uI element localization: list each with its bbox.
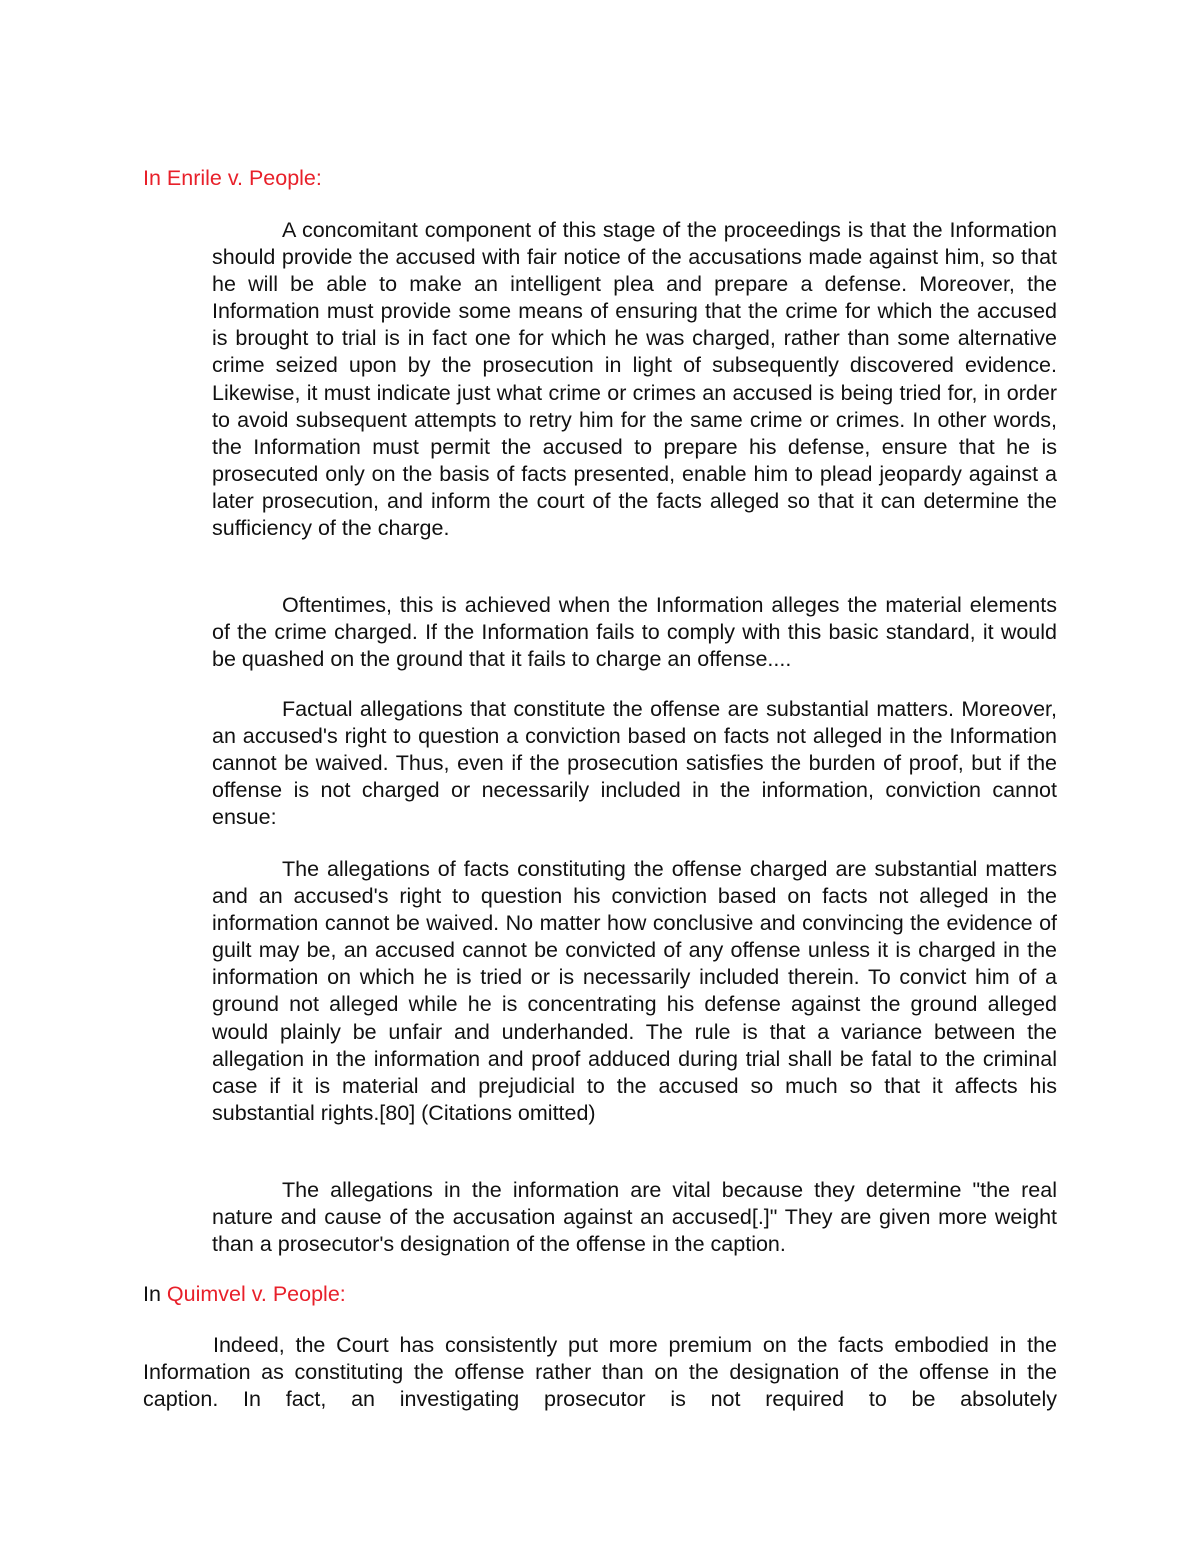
quote-paragraph-1 [212, 217, 1057, 542]
section-heading-quimvel [143, 1281, 346, 1308]
section-heading-enrile [143, 165, 322, 192]
paragraph-text: Oftentimes, this is achieved when the Information alleges the material elements of the crime charged. If the Information fails to comply with this basic standard, it would be quashed on the ground that it fails to charge an offense.... [212, 593, 1057, 672]
paragraph-text: A concomitant component of this stage of the proceedings is that the Information should provide the accused with fair notice of the accusations made against him, so that he will be able to make an intelligent plea and prepare a defense. Moreover, the Information must provide some means of ensuring that the crime for which the accused is brought to trial is in fact one for which he was charged, rather than some alternative crime seized upon by the prosecution in light of subsequently discovered evidence. Likewise, it must indicate just what crime or crimes an accused is being tried for, in order to avoid subsequent attempts to retry him for the same crime or crimes. In other words, the Information must permit the accused to prepare his defense, ensure that he is prosecuted only on the basis of facts presented, enable him to plead jeopardy against a later prosecution, and inform the court of the facts alleged so that it can determine the sufficiency of the charge. [212, 218, 1057, 541]
quote-paragraph-2 [212, 592, 1057, 673]
paragraph-text: Indeed, the Court has consistently put more premium on the facts embodied in the Information as constituting the offense rather than on the designation of the offense in the caption. In fact, an investigating prosecutor is not required to be absolutely [143, 1333, 1057, 1412]
case-name-enrile: In Enrile v. People: [143, 166, 322, 190]
paragraph-text: The allegations of facts constituting the offense charged are substantial matters and an accused's right to question his conviction based on facts not alleged in the information cannot be waived. No matter how conclusive and convincing the evidence of guilt may be, an accused cannot be convicted of any offense unless it is charged in the information on which he is tried or is necessarily included therein. To convict him of a ground not alleged while he is concentrating his defense against the ground alleged would plainly be unfair and underhanded. The rule is that a variance between the allegation in the information and proof adduced during trial shall be fatal to the criminal case if it is material and prejudicial to the accused so much so that it affects his substantial rights.[80] (Citations omitted) [212, 857, 1057, 1125]
heading-prefix: In [143, 1282, 167, 1306]
paragraph-text: The allegations in the information are vital because they determine "the real nature and cause of the accusation against an accused[.]" They are given more weight than a prosecutor's designation of the offense in the caption. [212, 1178, 1057, 1257]
quote-paragraph-3 [212, 696, 1057, 831]
body-paragraph-quimvel [143, 1332, 1057, 1413]
quote-paragraph-4 [212, 856, 1057, 1127]
paragraph-text: Factual allegations that constitute the offense are substantial matters. Moreover, an accused's right to question a conviction based on facts not alleged in the Information cannot be waived. Thus, even if the prosecution satisfies the burden of proof, but if the offense is not charged or necessarily included in the information, conviction cannot ensue: [212, 697, 1057, 830]
quote-paragraph-5 [212, 1177, 1057, 1258]
case-name-quimvel: Quimvel v. People: [166, 1282, 346, 1306]
